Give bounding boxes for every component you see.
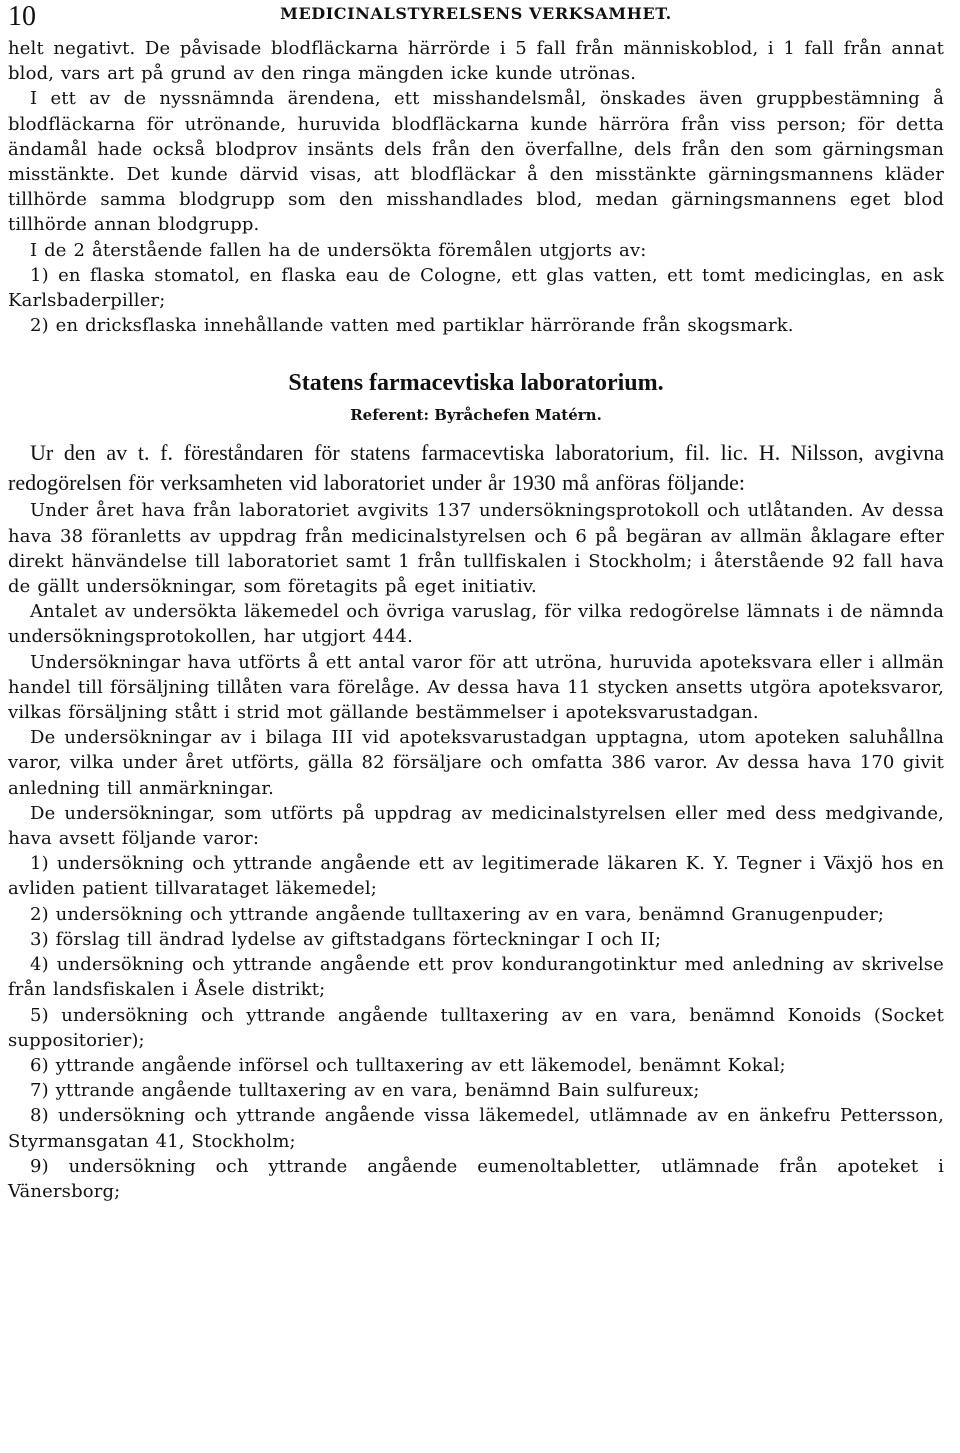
paragraph-assignments-intro: De undersökningar, som utförts på uppdrag av medicinalstyrelsen eller med dess medgivande, hava avsett följande varor: — [8, 802, 944, 850]
running-header — [8, 0, 944, 36]
paragraph-appendix-iii: De undersökningar av i bilaga III vid apoteksvarustadgan upptagna, utom apoteken saluhållna varor, vilka under året utförts, gälla 82 försäljare och omfatta 386 varor. Av dessa hava 170 givit anledning till anmärkningar. — [8, 727, 944, 799]
section-spacer — [8, 338, 944, 368]
referent-name: Byråchefen Matérn. — [434, 406, 602, 425]
list-item: 6) yttrande angående införsel och tulltaxering av ett läkemodel, benämnt Kokal; — [30, 1054, 786, 1076]
list-item: 2) en dricksflaska innehållande vatten med partiklar härrörande från skogsmark. — [30, 315, 794, 337]
paragraph-protocols: Under året hava från laboratoriet avgivits 137 undersökningsprotokoll och utlåtanden. Av dessa hava 38 föranletts av uppdrag från medicinalstyrelsen och 6 på begäran av allmän åklagare efter direkt hänvändelse till laboratoriet samt 1 från tullfiskalen i Stockholm; i återstående 92 fall hava de gällt undersökningar, som företagits på eget initiativ. — [8, 500, 944, 598]
list-item: 5) undersökning och yttrande angående tulltaxering av en vara, benämnd Konoids (Socket suppositorier); — [8, 1004, 944, 1051]
paragraph-remaining-cases: I de 2 återstående fallen ha de undersökta föremålen utgjorts av: — [30, 239, 647, 261]
paragraph-continuation: helt negativt. De påvisade blodfläckarna härrörde i 5 fall från människoblod, i 1 fall från annat blod, vars art på grund av den ringa mängden icke kunde utrönas. — [8, 38, 944, 85]
paragraph-examined-count: Antalet av undersökta läkemedel och övriga varuslag, för vilka redogörelse lämnats i de nämnda undersökningsprotokollen, har utgjort 444. — [8, 601, 944, 648]
list-item: 9) undersökning och yttrande angående eumenoltabletter, utlämnade från apoteket i Vänersborg; — [8, 1155, 944, 1202]
paragraph-group-determination: I ett av de nyssnämnda ärendena, ett misshandelsmål, önskades även gruppbestämning å blodfläckarna för utrönande, huruvida blodfläckarna kunde härröra från viss person; för detta ändamål hade också blodprov insänts dels från den överfallne, dels från den som gärningsman misstänkte. Det kunde därvid visas, att blodfläckar å den misstänkte gärningsmannens kläder tillhörde samma blodgrupp som den misshandlades blod, medan gärningsmannens eget blod tillhörde annan blodgrupp. — [8, 88, 944, 236]
list-item: 3) förslag till ändrad lydelse av giftstadgans förteckningar I och II; — [30, 928, 662, 950]
paragraph-pharmacy-goods: Undersökningar hava utförts å ett antal varor för att utröna, huruvida apoteksvara eller i allmän handel till försäljning tillåten vara förelåge. Av dessa hava 11 stycken ansetts utgöra apoteksvaror, vilkas försäljning stått i strid mot gällande bestämmelser i apoteksvarustadgan. — [8, 651, 944, 724]
list-item: 4) undersökning och yttrande angående ett prov kondurangotinktur med anledning av skrivelse från landsfiskalen i Åsele distrikt; — [8, 954, 944, 1001]
list-item: 1) undersökning och yttrande angående ett av legitimerade läkaren K. Y. Tegner i Växjö hos en avliden patient tillvarataget läkemedel; — [8, 853, 944, 900]
list-item: 8) undersökning och yttrande angående vissa läkemedel, utlämnade av en änkefru Pettersson, Styrmansgatan 41, Stockholm; — [8, 1105, 944, 1152]
section-pharmaceutical-laboratory — [8, 498, 944, 1204]
referent-line — [8, 404, 944, 426]
referent-label: Referent: — [350, 406, 430, 425]
lead-paragraph: Ur den av t. f. föreståndaren för statens farmacevtiska laboratorium, fil. lic. H. Nilsson, avgivna redogörelsen för verksamheten vid laboratoriet under år 1930 må anföras följande: — [8, 440, 944, 496]
section-heading: Statens farmacevtiska laboratorium. — [288, 370, 664, 397]
running-title: MEDICINALSTYRELSENS VERKSAMHET. — [280, 4, 672, 23]
list-item: 2) undersökning och yttrande angående tulltaxering av en vara, benämnd Granugenpuder; — [30, 903, 885, 925]
list-item: 1) en flaska stomatol, en flaska eau de Cologne, ett glas vatten, ett tomt medicinglas, en ask Karlsbaderpiller; — [8, 264, 944, 312]
section-blood-analysis — [8, 36, 944, 338]
page-number: 10 — [8, 1, 36, 32]
list-item: 7) yttrande angående tulltaxering av en vara, benämnd Bain sulfureux; — [30, 1080, 700, 1102]
